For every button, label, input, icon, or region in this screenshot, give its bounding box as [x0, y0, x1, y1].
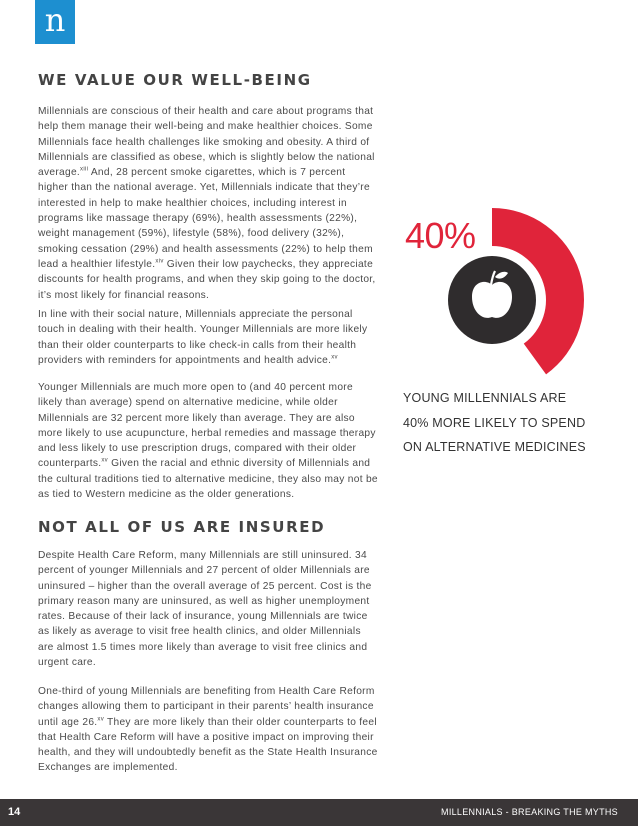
citation-marker: xv [101, 458, 108, 465]
paragraph-text: Millennials are conscious of their health and care about programs that help them manage their well-being and make healthier choices. Some Millennials face health challenges like smoking and obesity. A third of Millennials are classified as obese, which is slightly below the national average. [38, 106, 375, 179]
paragraph-text: Younger Millennials are much more open to (and 40 percent more likely than average) spend on alternative medicine, while older Millennials are 32 percent more likely than average. They are also more likely to use acupuncture, herbal remedies and massage therapy and less likely to use prescription drugs, compared with their older counterparts. [38, 382, 376, 470]
paragraph-text: One-third of young Millennials are benefiting from Health Care Reform changes allowing them to participant in their parents’ health insurance until age 26. [38, 686, 375, 728]
paragraph [38, 380, 378, 502]
paragraph-text: In line with their social nature, Millennials appreciate the personal touch in dealing with their health. Younger Millennials are more likely than their older counterparts to like check-in calls from their health providers with reminders for appointments and health advice. [38, 309, 368, 366]
paragraph-text: Given their low paychecks, they appreciate discounts for health programs, and when they skip going to the doctor, it’s most likely for financial reasons. [38, 258, 376, 301]
stat-caption [403, 386, 623, 460]
paragraph [38, 684, 378, 776]
brand-logo [35, 0, 75, 44]
citation-marker: xv [97, 716, 105, 723]
caption-line: YOUNG MILLENNIALS ARE [403, 391, 567, 405]
citation-marker: xiii [80, 166, 89, 173]
caption-line: ON ALTERNATIVE MEDICINES [403, 440, 586, 454]
paragraph-text: They are more likely than their older counterparts to feel that Health Care Reform will have a positive impact on improving their health, and they will undoubtedly benefit as the State Health Insurance Exchanges are implemented. [38, 716, 378, 774]
section-heading-insured: NOT ALL OF US ARE INSURED [38, 518, 326, 536]
caption-line: 40% MORE LIKELY TO SPEND [403, 415, 586, 430]
section-heading-wellbeing: WE VALUE OUR WELL-BEING [38, 71, 312, 89]
paragraph [38, 307, 378, 368]
paragraph-text: And, 28 percent smoke cigarettes, which is 7 percent higher than the national average. Yet, Millennials indicate that they’re interested in help to make healthier choices, including interest in programs like massage therapy (69%), health assessments (22%), weight management (59%), lifestyle (58%), food delivery (32%), smoking cessation (29%) and health assessments (22%) to help them lead a healthier lifestyle. [38, 167, 373, 270]
footer-title: MILLENNIALS - BREAKING THE MYTHS [441, 807, 618, 817]
paragraph [38, 104, 378, 303]
page-number: 14 [8, 806, 21, 818]
stat-percent-label: 40% [405, 215, 476, 256]
paragraph [38, 548, 378, 670]
logo-letter: n [44, 1, 66, 39]
page-footer [0, 799, 638, 826]
paragraph-text: Given the racial and ethnic diversity of Millennials and the cultural traditions tied to alternative medicine, they also may not be as tied to Western medicine as the older generations. [38, 458, 378, 501]
citation-marker: xv [331, 354, 338, 361]
citation-marker: xiv [155, 258, 164, 265]
paragraph-text: Despite Health Care Reform, many Millennials are still uninsured. 34 percent of younger Millennials and 27 percent of older Millennials are uninsured – higher than the overall average of 25 percent. Cost is the primary reason many are uninsured, as well as higher unemployment rates. Because of their lack of insurance, young Millennials are twice as likely as average to visit free health clinics, and older Millennials are almost 1.5 times more likely than average to visit free clinics and urgent care. [38, 550, 372, 669]
